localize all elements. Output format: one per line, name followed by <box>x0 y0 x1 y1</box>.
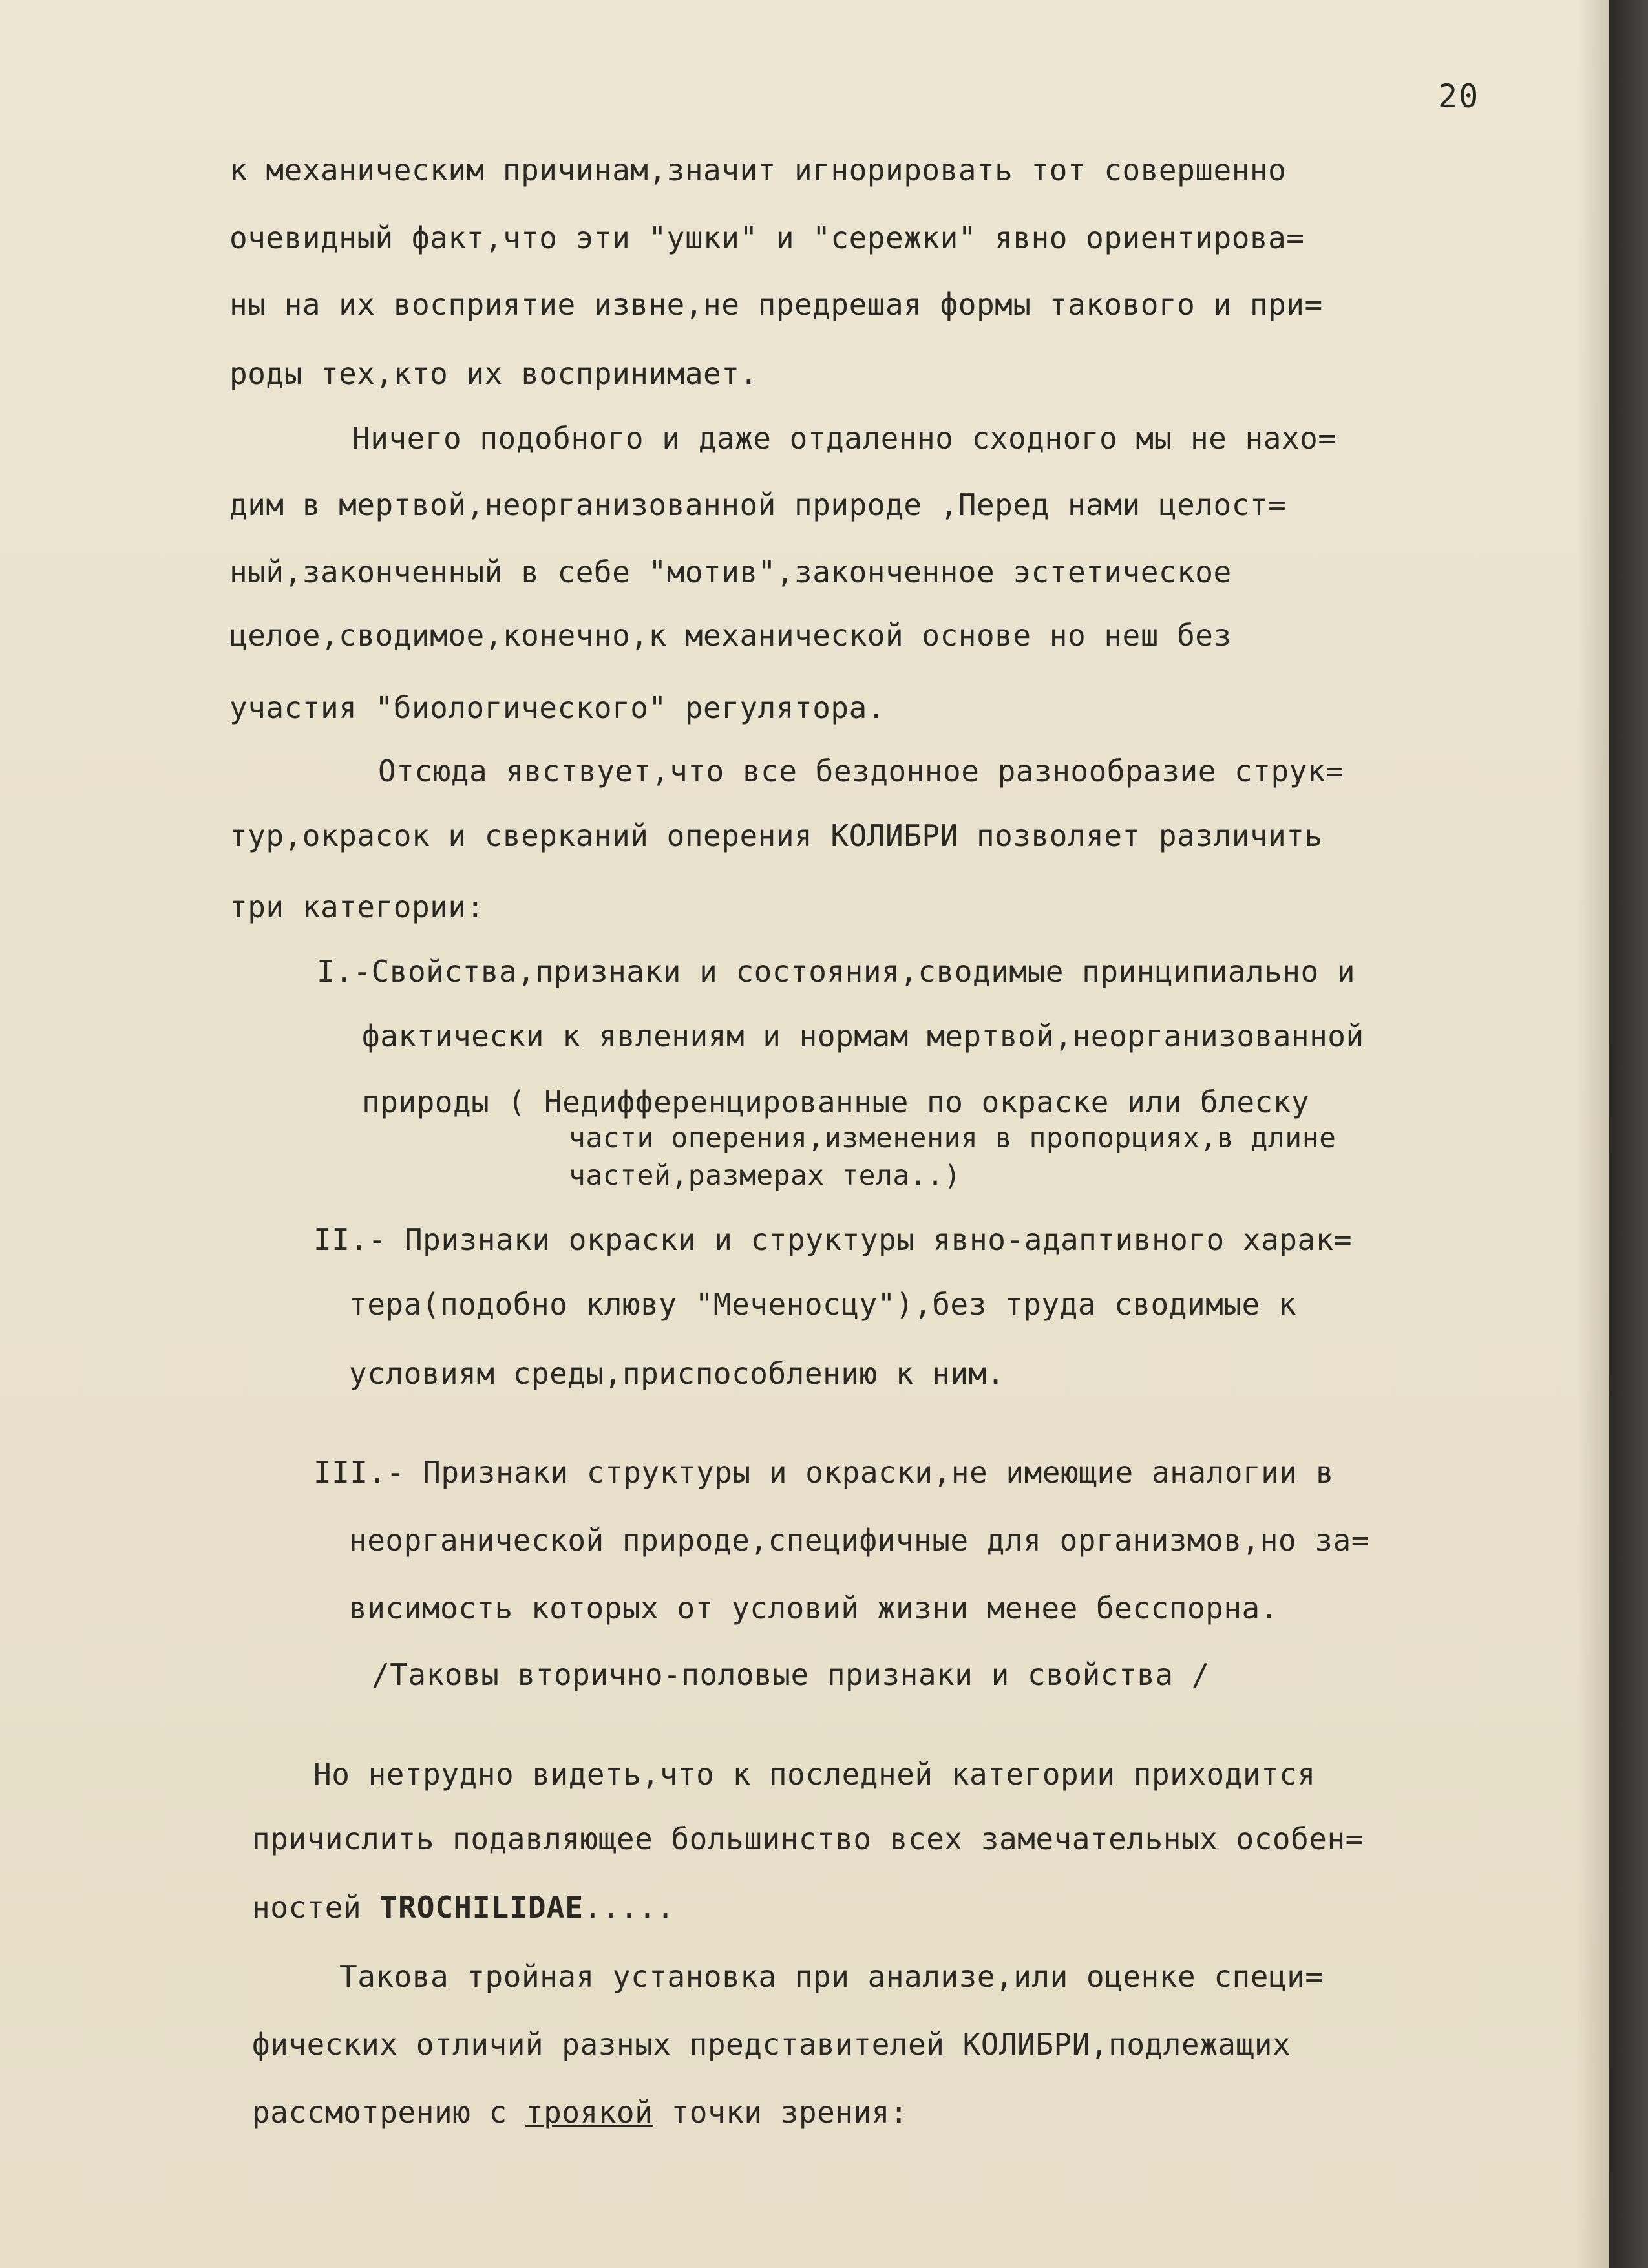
text-line: фических отличий разных представителей КОЛИБРИ,подлежащих <box>252 2027 1291 2062</box>
text-line: /Таковы вторично-половые признаки и свойства / <box>372 1657 1210 1692</box>
text-line: роды тех,кто их воспринимает. <box>229 356 758 391</box>
text-line: части оперения,изменения в пропорциях,в длине <box>569 1122 1336 1154</box>
text-line: условиям среды,приспособлению к ним. <box>349 1356 1005 1391</box>
text-line: Такова тройная установка при анализе,или оценке специ= <box>339 1959 1324 1994</box>
text-line: частей,размерах тела..) <box>569 1160 961 1192</box>
text-line: три категории: <box>229 889 485 924</box>
text-line: тера(подобно клюву "Меченосцу"),без труда сводимые к <box>349 1287 1297 1322</box>
text-line: фактически к явлениям и нормам мертвой,неорганизованной <box>362 1019 1364 1054</box>
text-line: дим в мертвой,неорганизованной природе ,Перед нами целост= <box>229 487 1287 522</box>
text-line: ны на их восприятие извне,не предрешая формы такового и при= <box>229 287 1323 322</box>
text-line: Ничего подобного и даже отдаленно сходного мы не нахо= <box>352 421 1336 456</box>
text-line <box>252 2095 909 2130</box>
text-line: тур,окрасок и сверканий оперения КОЛИБРИ позволяет различить <box>229 818 1323 853</box>
text-line: целое,сводимое,конечно,к механической основе но неш без <box>229 618 1232 653</box>
text-fragment: точки зрения: <box>671 2095 909 2130</box>
ellipsis: ..... <box>584 1890 675 1925</box>
background-strip <box>1609 0 1648 2268</box>
text-line: висимость которых от условий жизни менее бесспорна. <box>349 1591 1278 1626</box>
text-fragment: рассмотрению с <box>252 2095 507 2130</box>
text-line: к механическим причинам,значит игнорировать тот совершенно <box>229 153 1287 187</box>
text-line <box>252 1890 675 1925</box>
text-line: неорганической природе,специфичные для организмов,но за= <box>349 1523 1369 1558</box>
text-line: причислить подавляющее большинство всех замечательных особен= <box>252 1821 1364 1856</box>
list-item-1: I.-Свойства,признаки и состояния,сводимые принципиально и <box>317 954 1356 989</box>
text-line: очевидный факт,что эти "ушки" и "сережки" явно ориентирова= <box>229 220 1305 255</box>
page-number: 20 <box>1438 78 1480 115</box>
list-item-2: II.- Признаки окраски и структуры явно-адаптивного харак= <box>313 1222 1353 1257</box>
page-edge-shadow <box>1577 0 1609 2268</box>
underlined-word: троякой <box>525 2095 653 2130</box>
text-line: природы ( Недифференцированные по окраске или блеску <box>362 1085 1310 1119</box>
text-line: участия "биологического" регулятора. <box>229 690 885 725</box>
list-item-3: III.- Признаки структуры и окраски,не имеющие аналогии в <box>313 1455 1334 1490</box>
text-line: Но нетрудно видеть,что к последней категории приходится <box>313 1757 1316 1792</box>
text-fragment: ностей <box>252 1890 362 1925</box>
text-line: Отсюда явствует,что все бездонное разнообразие струк= <box>378 754 1344 789</box>
taxon-name: TROCHILIDAE <box>379 1890 584 1925</box>
text-line: ный,законченный в себе "мотив",законченное эстетическое <box>229 555 1232 589</box>
